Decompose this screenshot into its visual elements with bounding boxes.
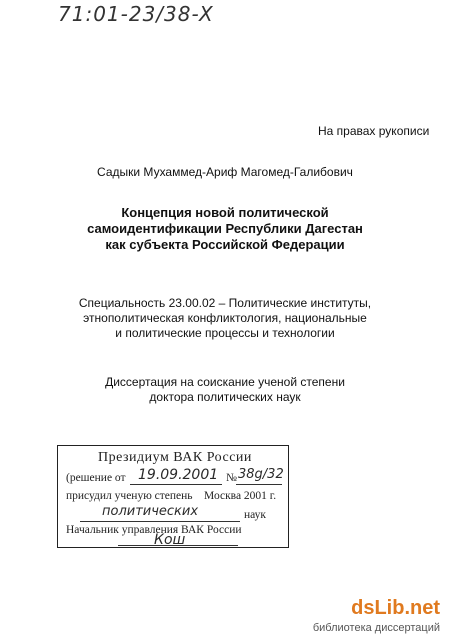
stamp-awarded: присудил ученую степень bbox=[66, 490, 193, 502]
title-line: Концепция новой политической bbox=[121, 205, 329, 220]
stamp-heading: Президиум ВАК России bbox=[98, 450, 252, 465]
decision-date-underline bbox=[130, 484, 222, 485]
specialty-line: этнополитическая конфликтология, национальные bbox=[83, 311, 367, 325]
decision-number-underline bbox=[236, 484, 282, 485]
stamp-signature: Кош bbox=[154, 532, 186, 548]
rights-note: На правах рукописи bbox=[318, 124, 430, 138]
signature-underline bbox=[118, 545, 238, 546]
degree-block bbox=[0, 375, 450, 405]
degree-field-underline bbox=[80, 521, 240, 522]
title-line: самоидентификации Республики Дагестан bbox=[87, 221, 363, 236]
stamp-head: Начальник управления ВАК России bbox=[66, 524, 242, 536]
vak-stamp bbox=[57, 445, 289, 548]
stamp-city-year: Москва 2001 г. bbox=[204, 490, 277, 502]
dslib-logo bbox=[351, 597, 440, 620]
stamp-number-label: № bbox=[226, 472, 237, 484]
stamp-degree-field: политических bbox=[102, 504, 199, 519]
stamp-decision-prefix: (решение от bbox=[66, 472, 126, 484]
degree-line: доктора политических наук bbox=[149, 390, 301, 404]
dslib-logo-text: dsLib.net bbox=[351, 597, 440, 619]
specialty-block bbox=[0, 296, 450, 341]
dissertation-title bbox=[0, 205, 450, 253]
stamp-science: наук bbox=[244, 509, 267, 521]
title-line: как субъекта Российской Федерации bbox=[105, 237, 345, 252]
specialty-line: и политические процессы и технологии bbox=[115, 326, 335, 340]
author-name: Садыки Мухаммед-Ариф Магомед-Галибович bbox=[97, 165, 353, 179]
archive-code: 71:01-23/38-X bbox=[58, 2, 214, 26]
degree-line: Диссертация на соискание ученой степени bbox=[105, 375, 345, 389]
specialty-line: Специальность 23.00.02 – Политические институты, bbox=[78, 296, 372, 310]
dslib-caption: библиотека диссертаций bbox=[312, 622, 440, 634]
stamp-decision-number: 38g/32 bbox=[238, 467, 284, 482]
stamp-decision-date: 19.09.2001 bbox=[138, 467, 219, 483]
